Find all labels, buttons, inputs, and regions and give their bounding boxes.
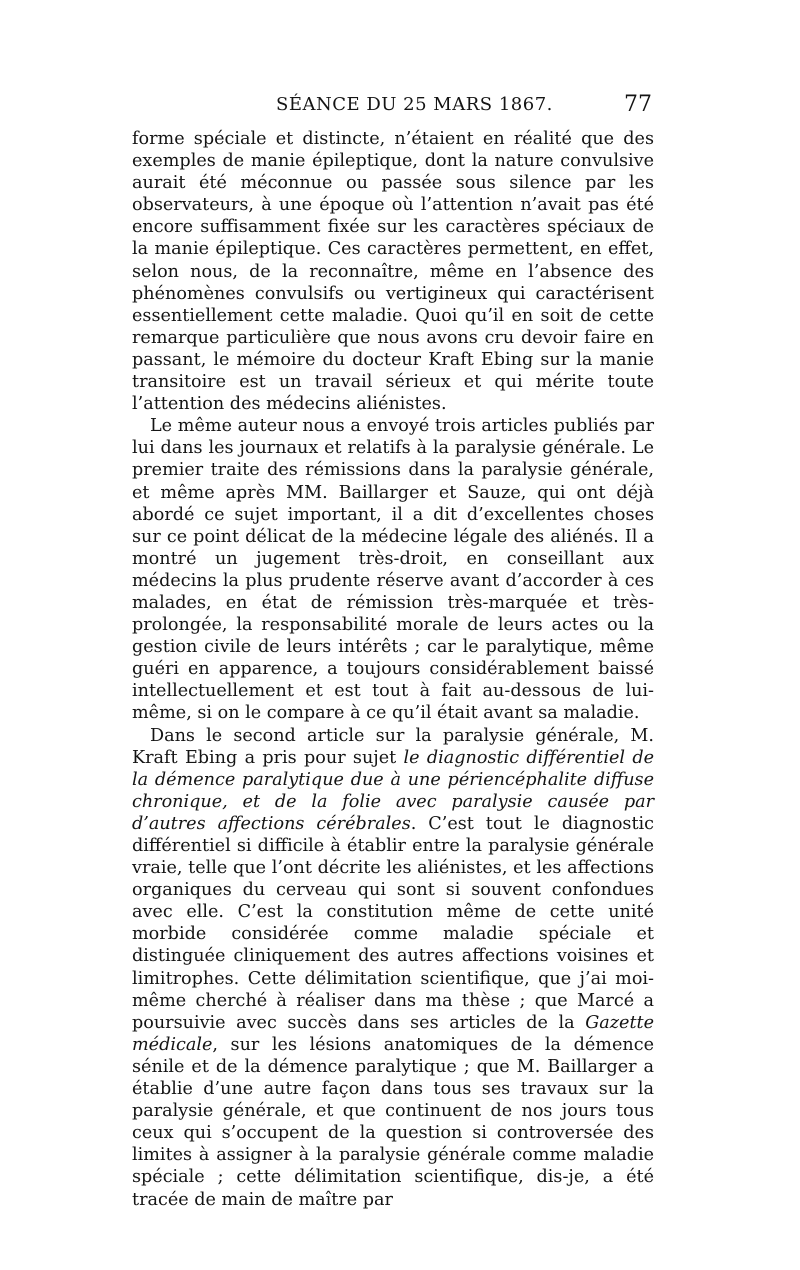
page-number: 77 [624,92,652,117]
paragraph-1: forme spéciale et distincte, n’étaient en réalité que des exemples de manie épileptique, dont la nature convulsive aurait été méconnue ou passée sous silence par les observateurs, à une époque où l’attention n’avait pas été encore suffisamment fixée sur les caractères spéciaux de la manie épileptique. Ces caractères permettent, en effet, selon nous, de la reconnaître, même en l’absence des phénomènes convulsifs ou vertigineux qui caractérisent essentiellement cette maladie. Quoi qu’il en soit de cette remarque particulière que nous avons cru devoir faire en passant, le mémoire du docteur Kraft Ebing sur la manie transitoire est un travail sérieux et qui mérite toute l’attention des médecins aliénistes. [132,129,654,415]
paragraph-3-text-a: Dans le second article sur la paralysie générale, M. Kraft Ebing a pris pour sujet [132,725,654,768]
paragraph-3-italic-journal: Gazette médicale [132,1012,654,1055]
page-header [132,94,654,124]
paragraph-3-text-b: . C’est tout le diagnostic différentiel si difficile à établir entre la paralysie générale vraie, telle que l’ont décrite les aliénistes, et les affections organiques du cerveau qui sont si souvent confondues avec elle. C’est la constitution même de cette unité morbide considérée comme maladie spéciale et distinguée cliniquement des autres affections voisines et limitrophes. Cette délimitation scientifique, que j’ai moi-même cherché à réaliser dans ma thèse ; que Marcé a poursuivie avec succès dans ses articles de la [132,813,654,1033]
paragraph-2: Le même auteur nous a envoyé trois articles publiés par lui dans les journaux et relatifs à la paralysie générale. Le premier traite des rémissions dans la paralysie générale, et même après MM. Baillarger et Sauze, qui ont déjà abordé ce sujet important, il a dit d’excellentes choses sur ce point délicat de la médecine légale des aliénés. Il a montré un jugement très-droit, en conseillant aux médecins la plus prudente réserve avant d’accorder à ces malades, en état de rémission très-marquée et très-prolongée, la responsabilité morale de leurs actes ou la gestion civile de leurs intérêts ; car le paralytique, même guéri en apparence, a toujours considérablement baissé intellectuellement et est tout à fait au-dessous de lui-même, si on le compare à ce qu’il était avant sa maladie. [132,416,654,724]
body-text [132,128,654,1211]
paragraph-3-italic-title: le diagnostic différentiel de la démence paralytique due à une périencéphalite diffuse chronique, et de la folie avec paralysie causée par d’autres affections cérébrales [132,747,654,834]
paragraph-3 [132,725,654,1211]
paragraph-3-text-c: , sur les lésions anatomiques de la démence sénile et de la démence paralytique ; que M. Baillarger a établie d’une autre façon dans tous ses travaux sur la paralysie générale, et que continuent de nos jours tous ceux qui s’occupent de la question si controversée des limites à assigner à la paralysie générale comme maladie spéciale ; cette délimitation scientifique, dis-je, a été tracée de main de maître par [132,1034,654,1210]
running-head: SÉANCE DU 25 MARS 1867. [276,94,553,115]
